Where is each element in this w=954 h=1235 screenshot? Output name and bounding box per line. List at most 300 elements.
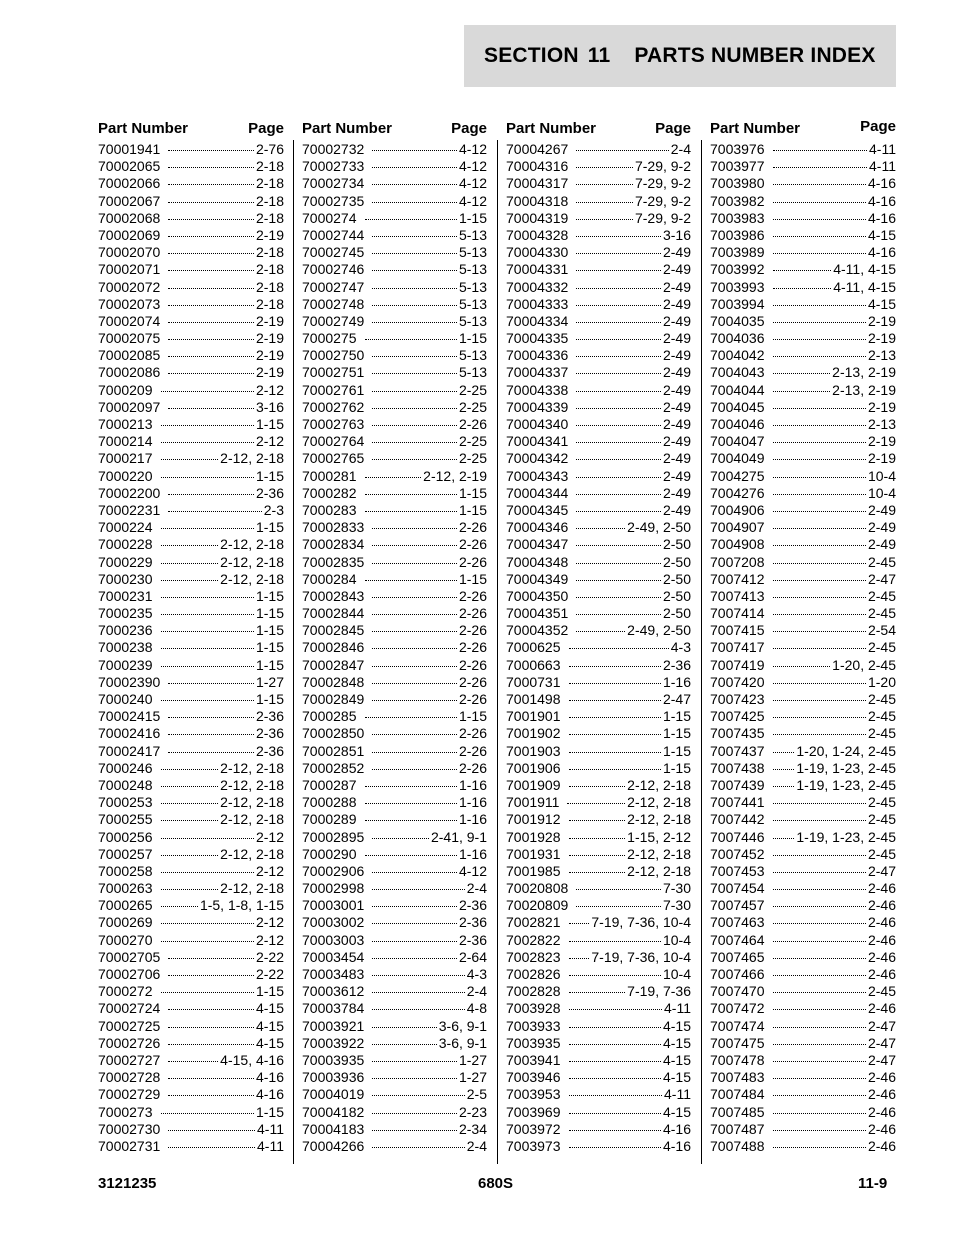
index-entry <box>302 1086 487 1103</box>
page-reference: 2-45 <box>867 845 896 862</box>
part-number: 7003977 <box>710 158 765 175</box>
page-reference: 7-30 <box>662 897 691 914</box>
page-reference: 1-15 <box>255 622 284 639</box>
page-reference: 2-26 <box>458 673 487 690</box>
dot-leader <box>161 854 219 856</box>
part-number: 70004331 <box>506 261 569 278</box>
dot-leader <box>372 183 457 185</box>
index-entry <box>302 897 487 914</box>
dot-leader <box>365 716 457 718</box>
part-number: 70002730 <box>98 1120 161 1137</box>
part-number: 7000213 <box>98 416 153 432</box>
index-entry <box>710 364 896 381</box>
page-reference: 2-46 <box>867 897 896 914</box>
page-reference: 1-19, 1-23, 2-45 <box>796 776 896 793</box>
page-reference: 4-16 <box>255 1069 284 1086</box>
index-entry <box>98 639 284 656</box>
part-number: 7004036 <box>710 330 765 347</box>
page-reference: 10-4 <box>867 467 896 484</box>
index-entry <box>302 175 487 192</box>
dot-leader <box>773 149 868 151</box>
part-number: 7000253 <box>98 794 153 811</box>
index-entry <box>98 468 284 485</box>
dot-leader <box>161 940 254 942</box>
part-number: 7000248 <box>98 776 153 793</box>
dot-leader <box>773 458 866 460</box>
part-number: 70004351 <box>506 605 569 622</box>
page-reference: 2-49 <box>662 330 691 347</box>
part-number: 7007208 <box>710 553 765 570</box>
index-entry <box>302 743 487 760</box>
page-reference: 1-19, 1-23, 2-45 <box>796 759 896 776</box>
part-number: 7007420 <box>710 673 765 690</box>
dot-leader <box>372 1146 464 1148</box>
page-reference: 4-15 <box>662 1017 691 1034</box>
part-number: 7000663 <box>506 656 561 673</box>
page-reference: 2-18 <box>255 209 284 226</box>
part-number: 70003922 <box>302 1034 365 1051</box>
page-reference: 4-11 <box>869 141 896 157</box>
page-reference: 4-15 <box>867 226 896 243</box>
page-reference: 2-47 <box>867 1051 896 1068</box>
part-number: 7000285 <box>302 708 357 725</box>
section-label: SECTION <box>484 44 579 67</box>
dot-leader <box>576 630 625 632</box>
page-reference: 2-49 <box>662 416 691 432</box>
dot-leader <box>161 647 254 649</box>
index-entry <box>98 657 284 674</box>
dot-leader <box>168 252 254 254</box>
index-entry <box>302 399 487 416</box>
page-reference: 2-18 <box>255 261 284 278</box>
part-number: 70004350 <box>506 587 569 604</box>
index-entry <box>98 811 284 828</box>
dot-leader <box>161 991 254 993</box>
part-number: 70004346 <box>506 519 569 536</box>
page-reference: 2-26 <box>458 639 487 656</box>
page-reference: 2-54 <box>867 622 896 639</box>
page-reference: 4-12 <box>458 141 487 157</box>
index-entry <box>302 914 487 931</box>
part-number: 7003969 <box>506 1103 561 1120</box>
part-number: 7007439 <box>710 776 765 793</box>
part-number: 7007488 <box>710 1137 765 1154</box>
dot-leader <box>372 1060 457 1062</box>
dot-leader <box>372 1043 436 1045</box>
part-number: 70002733 <box>302 158 365 175</box>
dot-leader <box>569 665 661 667</box>
dot-leader <box>372 871 457 873</box>
index-entry <box>98 193 284 210</box>
page-reference: 4-12 <box>458 175 487 192</box>
dot-leader <box>372 201 457 203</box>
index-entry <box>710 743 896 760</box>
dot-leader <box>372 596 457 598</box>
page-reference: 2-49 <box>662 433 691 450</box>
index-entry <box>506 347 691 364</box>
dot-leader <box>168 1077 254 1079</box>
index-entry <box>98 760 284 777</box>
page-reference: 4-8 <box>466 1000 487 1017</box>
part-number: 70002072 <box>98 278 161 295</box>
index-entry <box>302 571 487 588</box>
index-entry <box>506 1035 691 1052</box>
dot-leader <box>372 665 457 667</box>
dot-leader <box>168 372 254 374</box>
page-reference: 2-45 <box>867 708 896 725</box>
part-number: 7000246 <box>98 759 153 776</box>
dot-leader <box>168 493 254 495</box>
dot-leader <box>576 441 661 443</box>
part-number-heading: Part Number <box>710 120 801 137</box>
index-entry <box>302 313 487 330</box>
index-entry <box>302 158 487 175</box>
index-entry <box>506 914 691 931</box>
page-reference: 2-26 <box>458 519 487 536</box>
part-number: 70002200 <box>98 484 161 501</box>
dot-leader <box>773 871 866 873</box>
part-number: 7000288 <box>302 794 357 811</box>
index-entry <box>302 708 487 725</box>
page-reference: 2-19 <box>255 364 284 381</box>
index-entry <box>506 949 691 966</box>
page-reference: 1-15 <box>458 501 487 518</box>
index-column-2 <box>302 118 487 1155</box>
part-number: 7001909 <box>506 776 561 793</box>
dot-leader <box>773 991 866 993</box>
page-reference: 2-46 <box>867 1000 896 1017</box>
page-reference: 2-47 <box>867 862 896 879</box>
part-number: 7007435 <box>710 725 765 742</box>
page-reference: 2-19 <box>867 398 896 415</box>
dot-leader <box>773 647 866 649</box>
page-reference: 2-50 <box>662 536 691 553</box>
page-reference: 2-18 <box>255 295 284 312</box>
part-number: 70002846 <box>302 639 365 656</box>
dot-leader <box>372 630 457 632</box>
index-entry <box>710 1052 896 1069</box>
page-reference: 1-15 <box>458 209 487 226</box>
part-number: 7000289 <box>302 811 357 828</box>
dot-leader <box>576 338 661 340</box>
index-entry <box>710 588 896 605</box>
part-number: 70002998 <box>302 880 365 897</box>
part-number: 70002765 <box>302 450 365 467</box>
page-reference: 1-16 <box>458 811 487 828</box>
page-reference: 2-36 <box>255 484 284 501</box>
part-number: 7004049 <box>710 450 765 467</box>
part-number: 70002748 <box>302 295 365 312</box>
part-number: 7000217 <box>98 450 153 467</box>
page-reference: 1-15 <box>662 742 691 759</box>
page-reference: 2-12, 2-18 <box>220 450 284 467</box>
part-number: 7007452 <box>710 845 765 862</box>
index-entry <box>710 605 896 622</box>
index-entry <box>506 416 691 433</box>
index-entry <box>302 433 487 450</box>
dot-leader <box>161 905 198 907</box>
page-reference: 1-27 <box>458 1069 487 1086</box>
page-reference: 2-46 <box>867 966 896 982</box>
index-entry <box>506 863 691 880</box>
index-entry <box>506 571 691 588</box>
page-reference: 4-16 <box>255 1086 284 1103</box>
part-number: 7001928 <box>506 828 561 845</box>
page-reference: 4-12 <box>458 192 487 209</box>
page-reference: 2-12 <box>255 828 284 845</box>
page-reference: 2-49 <box>662 364 691 381</box>
part-number: 70002734 <box>302 175 365 192</box>
part-number: 70004335 <box>506 330 569 347</box>
index-entry <box>302 347 487 364</box>
part-number: 70004352 <box>506 622 569 639</box>
part-number: 7007419 <box>710 656 765 673</box>
index-entry <box>506 330 691 347</box>
page-reference: 4-12 <box>458 158 487 175</box>
part-number: 7003983 <box>710 209 765 226</box>
dot-leader <box>168 287 254 289</box>
part-number: 70002727 <box>98 1051 161 1068</box>
dot-leader <box>773 854 866 856</box>
part-number: 70004341 <box>506 433 569 450</box>
index-entry <box>302 364 487 381</box>
index-entry <box>710 536 896 553</box>
page-reference: 3-6, 9-1 <box>438 1017 487 1034</box>
index-entry <box>710 227 896 244</box>
page-reference: 1-15 <box>255 656 284 673</box>
page-reference: 4-16 <box>867 192 896 209</box>
page-reference: 2-12, 2-18 <box>220 811 284 828</box>
dot-leader <box>576 269 661 271</box>
index-entry <box>710 399 896 416</box>
part-number: 7007478 <box>710 1051 765 1068</box>
page-reference: 2-4 <box>466 1137 487 1154</box>
part-number: 7007413 <box>710 587 765 604</box>
index-entry <box>506 433 691 450</box>
page-reference: 4-15 <box>255 1000 284 1017</box>
dot-leader <box>773 613 866 615</box>
part-number: 7007472 <box>710 1000 765 1017</box>
dot-leader <box>372 321 457 323</box>
page-reference: 2-45 <box>867 691 896 707</box>
dot-leader <box>773 338 866 340</box>
page-reference: 2-45 <box>867 639 896 656</box>
index-entry <box>506 657 691 674</box>
index-entry <box>302 725 487 742</box>
page-reference: 4-11 <box>664 1000 691 1017</box>
part-number: 7003935 <box>506 1034 561 1051</box>
dot-leader <box>773 888 866 890</box>
dot-leader <box>773 510 866 512</box>
part-number: 7000263 <box>98 880 153 897</box>
dot-leader <box>372 1094 464 1096</box>
index-entry <box>710 502 896 519</box>
dot-leader <box>365 476 422 478</box>
page-reference: 4-16 <box>867 244 896 261</box>
page-reference: 2-23 <box>458 1103 487 1120</box>
part-number: 7000281 <box>302 467 357 484</box>
dot-leader <box>567 802 625 804</box>
page-reference: 4-3 <box>670 639 691 656</box>
part-number: 70002851 <box>302 742 365 759</box>
index-entry <box>98 433 284 450</box>
dot-leader <box>372 527 457 529</box>
part-number: 7004908 <box>710 536 765 553</box>
part-number: 7007475 <box>710 1034 765 1051</box>
index-entry <box>710 914 896 931</box>
dot-leader <box>161 802 219 804</box>
page-reference: 1-27 <box>458 1051 487 1068</box>
index-entry <box>98 1035 284 1052</box>
part-number: 7002821 <box>506 914 561 931</box>
part-number: 7003928 <box>506 1000 561 1017</box>
dot-leader <box>161 579 219 581</box>
index-entry <box>98 725 284 742</box>
dot-leader <box>773 733 866 735</box>
index-entry <box>302 846 487 863</box>
page-reference: 2-19 <box>867 450 896 467</box>
index-entry <box>302 760 487 777</box>
dot-leader <box>168 338 254 340</box>
index-entry <box>98 519 284 536</box>
part-number: 70004328 <box>506 226 569 243</box>
column-divider <box>701 140 702 1164</box>
index-entry <box>302 450 487 467</box>
page-reference: 2-46 <box>867 1103 896 1120</box>
dot-leader <box>161 871 254 873</box>
part-number: 70003001 <box>302 897 365 914</box>
dot-leader <box>576 510 661 512</box>
page-heading: Page <box>860 118 896 135</box>
part-number: 70001941 <box>98 141 161 157</box>
index-entry <box>98 261 284 278</box>
dot-leader <box>365 218 457 220</box>
index-entry <box>98 210 284 227</box>
part-number: 7007423 <box>710 691 765 707</box>
page-reference: 7-29, 9-2 <box>634 192 691 209</box>
dot-leader <box>569 940 661 942</box>
index-entry <box>710 657 896 674</box>
page-reference: 2-13, 2-19 <box>832 364 896 381</box>
page-reference: 1-15 <box>458 570 487 587</box>
page-reference: 1-16 <box>662 673 691 690</box>
dot-leader <box>372 922 457 924</box>
part-number: 7007474 <box>710 1017 765 1034</box>
part-number: 7000235 <box>98 605 153 622</box>
part-number: 70003936 <box>302 1069 365 1086</box>
part-number: 7000283 <box>302 501 357 518</box>
part-number: 70020809 <box>506 897 569 914</box>
part-number: 70004343 <box>506 467 569 484</box>
dot-leader <box>161 476 254 478</box>
part-number: 70002390 <box>98 673 161 690</box>
part-number-heading: Part Number <box>302 120 393 137</box>
dot-leader <box>773 1060 866 1062</box>
index-entry <box>302 1069 487 1086</box>
page-reference: 2-49 <box>662 501 691 518</box>
index-entry <box>710 450 896 467</box>
dot-leader <box>569 871 626 873</box>
page-reference: 2-19 <box>867 433 896 450</box>
part-number: 70002763 <box>302 416 365 432</box>
page-reference: 2-12, 2-18 <box>220 776 284 793</box>
index-entry <box>98 399 284 416</box>
page-reference: 2-50 <box>662 553 691 570</box>
page-reference: 2-19 <box>867 330 896 347</box>
page-reference: 2-19 <box>867 312 896 329</box>
index-entry <box>302 261 487 278</box>
index-entry <box>98 777 284 794</box>
index-entry <box>302 536 487 553</box>
dot-leader <box>576 579 661 581</box>
dot-leader <box>773 166 868 168</box>
index-entry <box>98 296 284 313</box>
page-reference: 2-34 <box>458 1120 487 1137</box>
dot-leader <box>168 974 254 976</box>
part-number: 7003933 <box>506 1017 561 1034</box>
dot-leader <box>773 1026 866 1028</box>
part-number: 70004337 <box>506 364 569 381</box>
dot-leader <box>365 338 457 340</box>
part-number: 7000270 <box>98 931 153 948</box>
dot-leader <box>372 647 457 649</box>
dot-leader <box>773 819 866 821</box>
index-entry <box>710 983 896 1000</box>
page-reference: 2-49 <box>662 347 691 364</box>
part-number: 7007463 <box>710 914 765 931</box>
part-number: 7004045 <box>710 398 765 415</box>
dot-leader <box>372 458 457 460</box>
column-header <box>302 118 487 141</box>
index-entry <box>98 880 284 897</box>
page-reference: 2-4 <box>466 880 487 897</box>
page-reference: 2-64 <box>458 948 487 965</box>
dot-leader <box>569 991 626 993</box>
index-entry <box>302 983 487 1000</box>
index-entry <box>710 433 896 450</box>
part-number: 70004316 <box>506 158 569 175</box>
dot-leader <box>365 510 457 512</box>
page-reference: 2-46 <box>867 1069 896 1086</box>
index-entry <box>302 691 487 708</box>
index-entry <box>98 485 284 502</box>
dot-leader <box>773 287 832 289</box>
index-entry <box>98 1104 284 1121</box>
page-reference: 4-15 <box>255 1017 284 1034</box>
dot-leader <box>372 1077 457 1079</box>
index-entry <box>710 622 896 639</box>
index-entry <box>710 1104 896 1121</box>
index-entry <box>302 966 487 983</box>
page-reference: 2-49 <box>662 244 691 261</box>
page-reference: 2-50 <box>662 587 691 604</box>
part-number: 70003003 <box>302 931 365 948</box>
dot-leader <box>576 372 661 374</box>
page-reference: 2-49 <box>662 398 691 415</box>
dot-leader <box>773 596 866 598</box>
index-entry <box>302 193 487 210</box>
part-number: 7000290 <box>302 845 357 862</box>
index-entry <box>710 279 896 296</box>
index-entry <box>302 674 487 691</box>
page-reference: 1-15 <box>255 519 284 536</box>
page-reference: 7-29, 9-2 <box>634 209 691 226</box>
index-entry <box>506 450 691 467</box>
page-reference: 4-11 <box>257 1120 284 1137</box>
footer-page-number: 11-9 <box>858 1175 888 1192</box>
dot-leader <box>161 527 254 529</box>
dot-leader <box>168 1146 255 1148</box>
